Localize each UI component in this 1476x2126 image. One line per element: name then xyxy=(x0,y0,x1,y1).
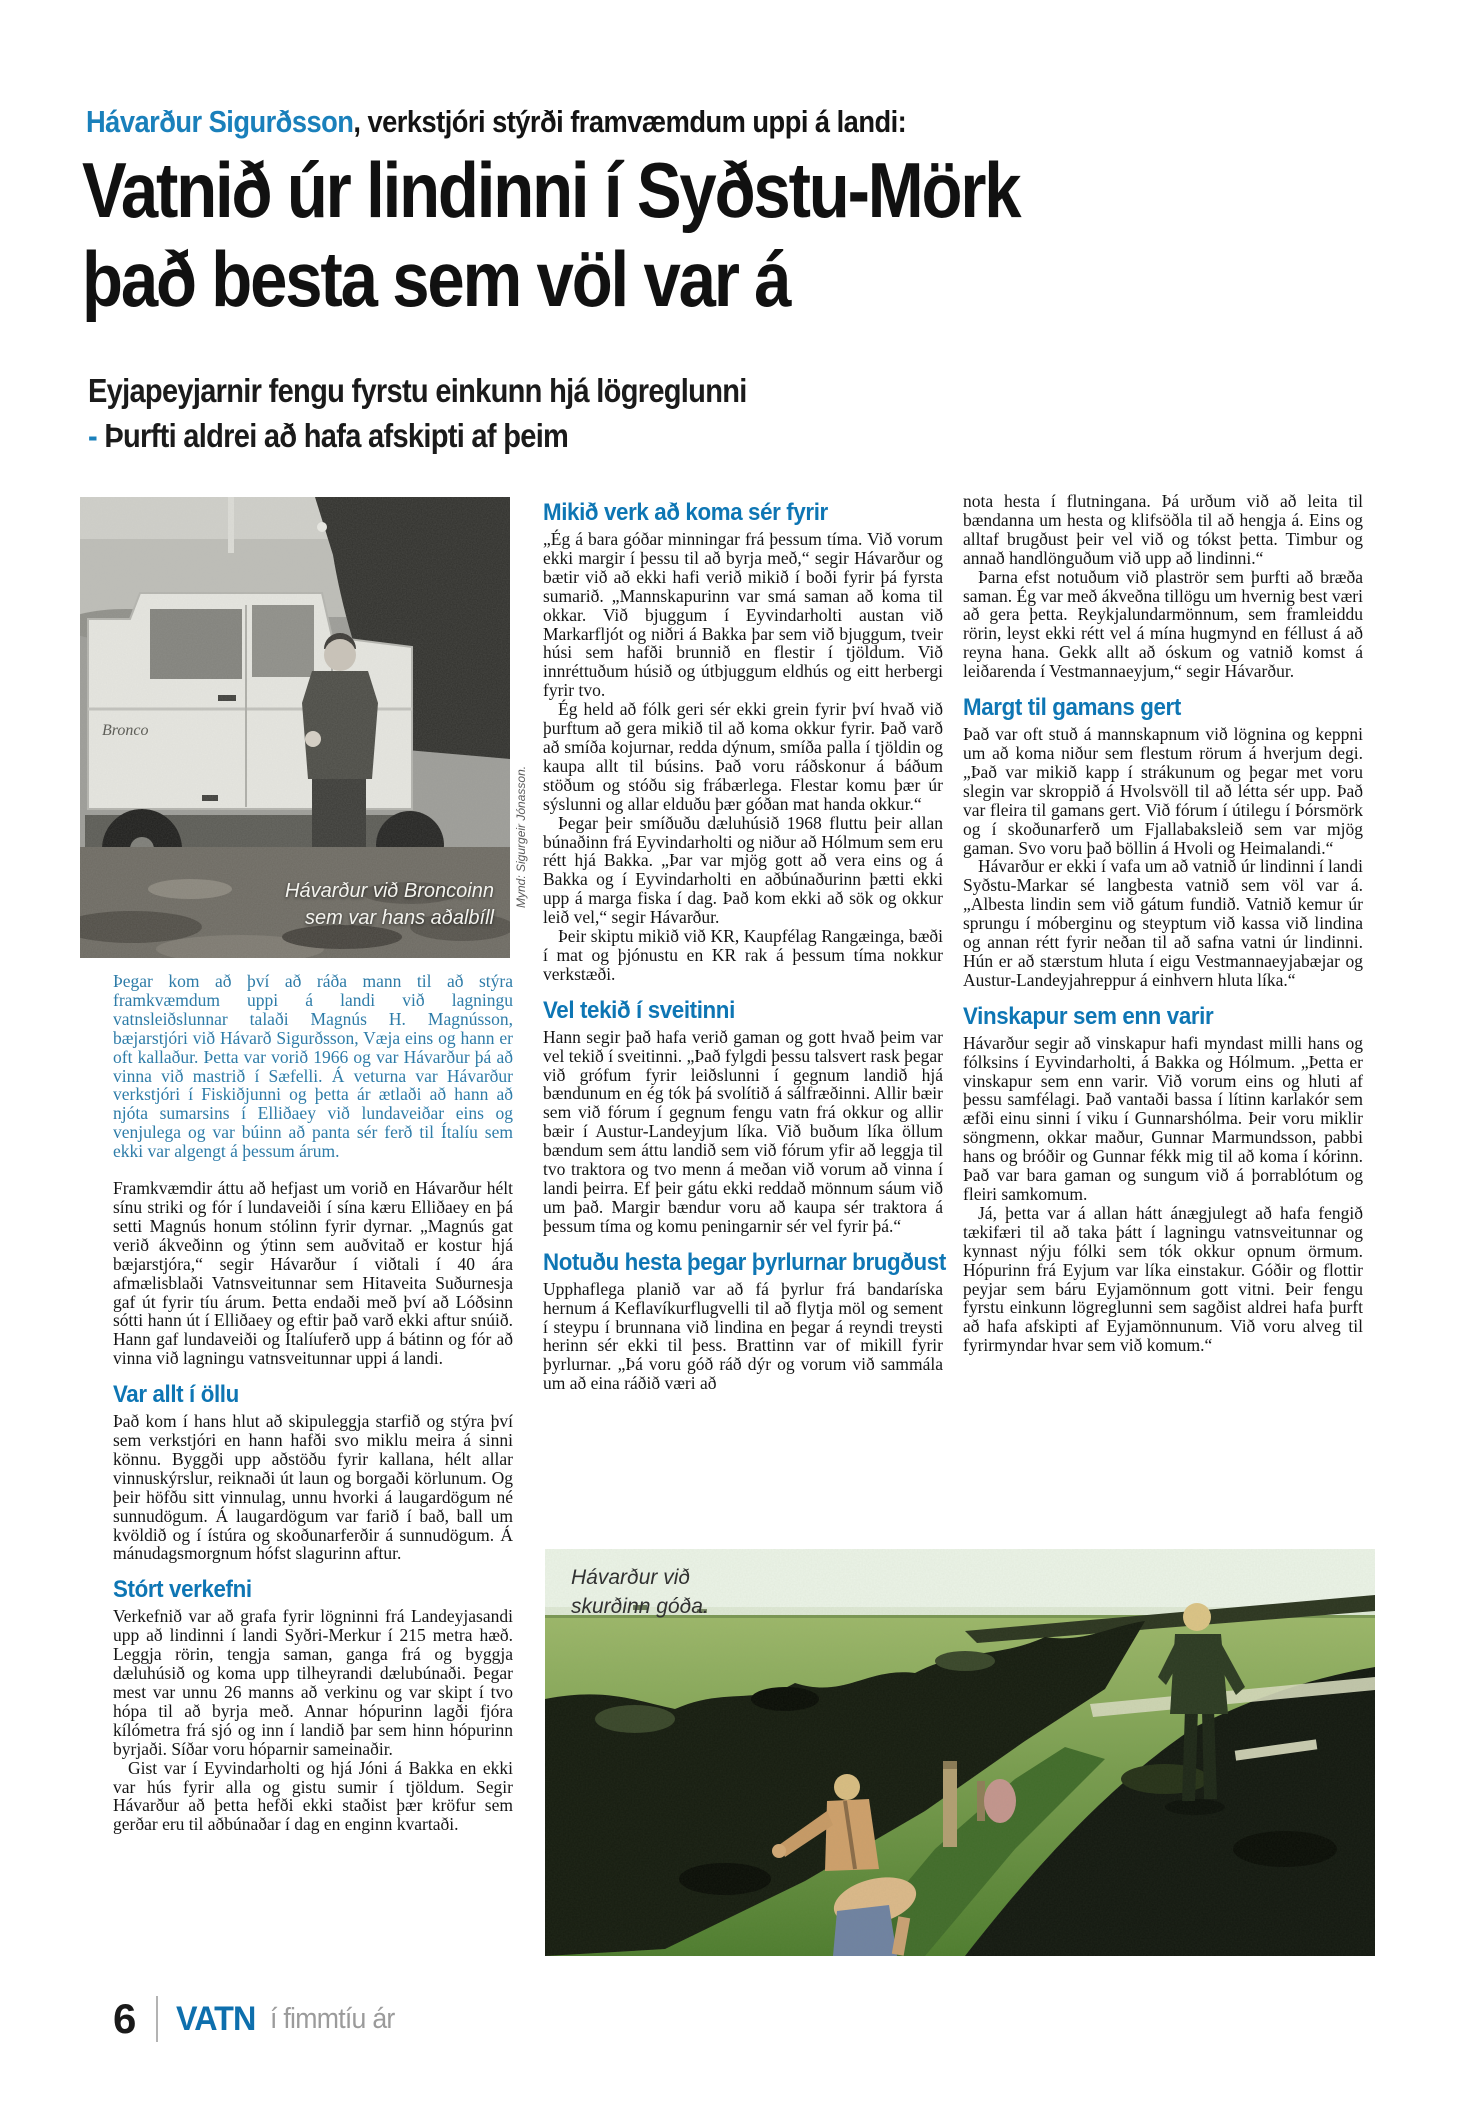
paragraph: Já, þetta var á allan hátt ánægjulegt að hafa fengið tækifæri til að taka þátt í lagningu vatnsveitunnar og kynnast nýju fólki sem tók okkur opnum örmum. Hópurinn frá Eyjum var líka einstakur. Góðir og flottir peyjar sem báru Eyjamönnum gott vitni. Þeir fengu fyrstu einkunn lögreglunni sem sagðist aldrei hafa þurft að hafa afskipti af Eyjamönnunum. Við voru alveg til fyrirmyndar hvar sem við komum.“ xyxy=(963,1202,1363,1356)
paragraph: Það kom í hans hlut að skipuleggja starfið og stýra því sem verkstjóri en hann hafði svo miklu meira á sinni könnu. Byggði upp aðstöðu fyrir kallana, hélt allar vinnuskýrslur, reiknaði út laun og borgaði körlunum. Og þeir höfðu sitt vinnulag, unnu hvorki á laugardögum né sunnudögum. Á laugardögum var farið í bað, ball um kvöldið og í ístúra og skoðunarferðir á sunnudögum. Á mánudagsmorgnum hófst slagurinn aftur. xyxy=(113,1411,513,1564)
paragraph: Hann segir það hafa verið gaman og gott hvað þeim var vel tekið í sveitinni. „Það fylgdi þessu talsvert rask þegar við grófum fyrir leiðslunni í gegnum landið hjá bændunum en ég tók þá svolítið á sálfræðinni. Allir bæir sem við fórum í gegnum fengu vatn frá okkur og allir bæir í Austur-Landeyjum líka. Við buðum líka öllum bændum sem áttu landið sem við fórum yfir að leggja til tvo traktora og tvo menn á meðan við vorum að vinna í landi þeirra. Ef þeir gátu ekki reddað mönnum sáum við um það. Margir bændur voru að kaupa sér traktora á þessum tíma og komu peningarnir sér vel fyrir þá.“ xyxy=(543,1026,943,1236)
subhead-line1: Eyjapeyjarnir fengu fyrstu einkunn hjá lögreglunni xyxy=(88,372,747,409)
photo-trench-caption xyxy=(571,1563,709,1621)
paragraph: nota hesta í flutningana. Þá urðum við að leita til bændanna um hesta og klifsöðla til að hengja á. Eins og alltaf brugðust þeir vel við og tókst þetta. Timbur og annað handlönguðum við upp að lindinni.“ xyxy=(963,491,1363,568)
subhead-line2: - Þurfti aldrei að hafa afskipti af þeim xyxy=(88,417,569,454)
paragraph: Ég held að fólk geri sér ekki grein fyrir því hvað við þurftum að gera mikið til að koma okkur fyrir. Það varð að smíða kojurnar, redda dýnum, smíða palla í tjöldin og kaupa allt til búsins. Það voru ráðskonur á báðum stöðum og stóðu sig frábærlega. Flestar komu þær úr sýslunni og allar elduðu þær góðan mat handa okkur.“ xyxy=(543,699,943,814)
caption-line: Hávarður við Broncoinn xyxy=(285,880,494,902)
section-heading: Vinskapur sem enn varir xyxy=(963,1002,1214,1030)
paragraph: Það var oft stuð á mannskapnum við lögnina og keppni um að koma niður sem flestum rörum á hverjum degi. „Það var mikið kapp í strákunum og þegar met voru slegin var skroppið á Hvolsvöll til að létta sér upp. Það var fleira til gamans gert. Við fórum í útilegu í Þórsmörk og í skoðunarferð um Fjallabaksleið sem var mjög gaman. Svo voru það böllin á Hvoli og Heimalandi.“ xyxy=(963,724,1363,858)
footer-brand: VATN xyxy=(176,1999,256,2038)
paragraph: Hávarður er ekki í vafa um að vatnið úr lindinni í landi Syðstu-Markar sé langbesta vatnið sem völ var á. „Albesta lindin sem við gátum fundið. Vatnið kemur úr sprungu í móberginu og steyptum við kassa við lindina og annan rétt fyrir neðan til að safna vatni úr lindinni. Hún er að stærstum hluta í eigu Vestmannaeyjabæjar og Austur-Landeyjahreppur á einhvern hluta líka.“ xyxy=(963,856,1363,990)
headline xyxy=(82,146,1019,324)
caption-line: skurðinn góða. xyxy=(571,1595,709,1618)
subhead xyxy=(88,368,747,458)
page-number: 6 xyxy=(113,1995,137,2042)
kicker-name: Hávarður Sigurðsson xyxy=(86,104,354,139)
headline-line2: það besta sem völ var á xyxy=(82,235,790,323)
paragraph: Þegar þeir smíðuðu dæluhúsið 1968 fluttu þeir allan búnaðinn frá Eyvindarholti og niður að Hólmum sem eru rétt hjá Bakka. „Þar var mjög gott að vera eins og á Bakka og í Eyvindarholti en aðbúnaðurinn þætti ekki upp á marga fiska í dag. Það kom ekki að sök og okkur leið vel,“ segir Hávarður. xyxy=(543,812,943,928)
photo-bronco xyxy=(80,497,510,958)
column-middle xyxy=(543,499,946,1394)
section-heading: Vel tekið í sveitinni xyxy=(543,996,735,1024)
lead-paragraph: Þegar kom að því að ráða mann til að stýra framkvæmdum uppi á landi við lagningu vatnsleiðslunnar talaði Magnús H. Magnússon, bæjarstjóri við Hávarð Sigurðsson, Væja eins og hann er oft kallaður. Þetta var vorið 1966 og var Hávarður þá að vinna við mastrið í Sæfelli. Á veturna var Hávarður verkstjóri í Fiskiðjunni og þetta ár ætlaði að hann að njóta sumarsins í Elliðaey við lundaveiðar eins og venjulega og var búinn að panta sér ferð til Ítalíu sem ekki var algengt á þessum árum. xyxy=(113,971,513,1162)
kicker xyxy=(86,104,906,140)
paragraph: Gist var í Eyvindarholti og hjá Jóni á Bakka en ekki var hús fyrir alla og gistu sumir í tjöldum. Segir Hávarður að þetta hefði ekki staðist þær kröfur sem gerðar eru til aðbúnaðar í dag en enginn kvartaði. xyxy=(113,1757,513,1835)
section-heading: Mikið verk að koma sér fyrir xyxy=(543,499,828,526)
kicker-rest: , verkstjóri stýrði framvæmdum uppi á landi: xyxy=(353,104,907,139)
section-heading: Notuðu hesta þegar þyrlurnar brugðust xyxy=(543,1248,946,1276)
paragraph: Verkefnið var að grafa fyrir lögninni frá Landeyjasandi upp að lindinni í landi Syðri-Merkur í 215 metra hæð. Leggja rörin, tengja saman, ganga frá og byggja dæluhúsið og koma upp tilheyrandi dælubúnaði. Þegar mest var unnu 26 manns að verkinu og var skipt í tvo hópa til að byrja með. Annar hópurinn lagði fjóra kílómetra frá sjó og inn í landið þar sem hinn hópurinn byrjaði. Síðar voru hóparnir sameinaðir. xyxy=(113,1606,513,1759)
photo-trench xyxy=(545,1549,1375,1956)
caption-line: Hávarður við xyxy=(571,1566,691,1589)
headline-line1: Vatnið úr lindinni í Syðstu-Mörk xyxy=(82,146,1020,234)
footer-divider xyxy=(156,1996,158,2042)
footer-brand-suffix: í fimmtíu ár xyxy=(269,2002,395,2035)
section-heading: Stórt verkefni xyxy=(113,1576,252,1604)
paragraph: „Ég á bara góðar minningar frá þessum tíma. Við vorum ekki margir í þessu til að byrja með,“ segir Hávarður og bætir við að ekki hafi verið mikið í boði fyrir þá fyrsta sumarið. „Mannskapurinn var smá saman að koma til okkar. Við bjuggum í Eyvindarholti austan við Markarfljót og niðri á Bakka þar sem við bjuggum, tveir húsi sem hafði brunnið en flestir í tjöldum. Við innréttuðum húsið og útbjuggum eldhús og eitt herbergi fyrir tvo. xyxy=(543,529,943,701)
section-heading: Margt til gamans gert xyxy=(963,694,1181,722)
page-footer xyxy=(113,1993,405,2045)
column-left xyxy=(113,972,513,1834)
photo-credit: Mynd: Sigurgeir Jónasson. xyxy=(514,765,528,908)
paragraph: Framkvæmdir áttu að hefjast um vorið en Hávarður hélt sínu striki og fór í lundaveiði í sína kæru Elliðaey en þá setti Magnús honum stólinn fyrir dyrnar. „Magnús gat verið ákveðinn og ýtinn sem auðvitað er kostur hjá bæjarstjóra,“ segir Hávarður í viðtali í 40 ára afmælisblaði Vatnsveitunnar sem Hitaveita Suðurnesja gaf út fyrir tíu árum. Þetta endaði með því að Lóðsinn sótti hann út í Elliðaey og eftir það varð ekki aftur snúið. Hann gaf lundaveiði og Ítalíuferð upp á bátinn og fór að vinna við lagningu vatnsveitunnar uppi á landi. xyxy=(113,1178,513,1369)
paragraph: Þeir skiptu mikið við KR, Kaupfélag Rangæinga, bæði í mat og þjónustu en KR rak á þessum tíma nokkur verkstæði. xyxy=(543,926,943,984)
paragraph: Hávarður segir að vinskapur hafi myndast milli hans og fólksins í Eyvindarholti, á Bakka og Hólmum. „Þetta er vinskapur sem enn varir. Við vorum eins og hluti af þessu samfélagi. Það vantaði bassa í lítinn karlakór sem æfði einu sinni í viku í Gunnarshólma. Þeir voru miklir söngmenn, okkar maður, Gunnar Marmundsson, pabbi hans og bróðir og Gunnar fékk mig til að koma í kórinn. Það var bara gaman og sungum við á þorrablótum og fleiri samkomum. xyxy=(963,1032,1363,1204)
paragraph: Upphaflega planið var að fá þyrlur frá bandaríska hernum á Keflavíkurflugvelli til að flytja möl og sement í steypu í brunnana við lindina en þegar á reyndi treysti herinn sér ekki til þess. Brattinn var of mikill fyrir þyrlurnar. „Þá voru góð ráð dýr og vorum við sammála um að eina ráðið væri að xyxy=(543,1278,943,1394)
section-heading: Var allt í öllu xyxy=(113,1381,239,1409)
paragraph: Þarna efst notuðum við plaströr sem þurfti að bræða saman. Ég var með ákveðna tillögu um hvernig best væri að gera þetta. Reykjalundarmönnum, sem framleiddu rörin, leyst ekki rétt vel á mína hugmynd en féllust á að reyna hana. Gekk allt að óskum og vatnið komst á leiðarenda í Vestmannaeyjum,“ segir Hávarður. xyxy=(963,566,1363,682)
caption-line: sem var hans aðalbíll xyxy=(305,907,494,929)
column-right xyxy=(963,492,1363,1355)
subhead-dash: - xyxy=(88,417,97,454)
photo-bronco-caption xyxy=(285,878,494,932)
